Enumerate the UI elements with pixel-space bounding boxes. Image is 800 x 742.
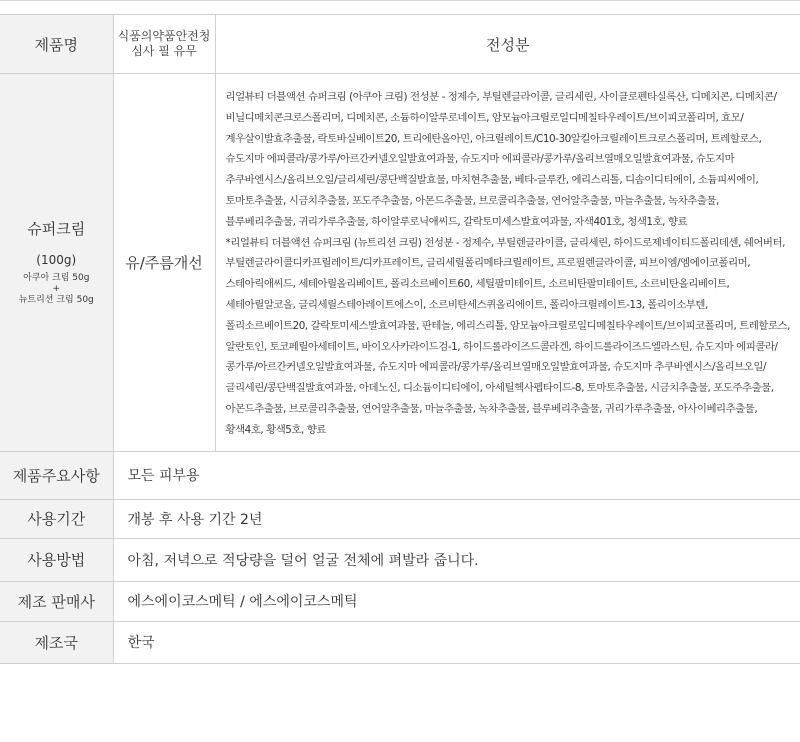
product-sub-nutrition: 뉴트리션 크림 50g <box>18 295 94 306</box>
period-label: 사용기간 <box>0 499 113 538</box>
origin-label: 제조국 <box>0 621 113 663</box>
ingredients-cell <box>215 74 800 452</box>
product-volume: (100g) <box>36 253 77 268</box>
product-row <box>0 74 800 452</box>
ingredients-nutrition: *리얼뷰티 더블액션 슈퍼크림 (뉴트리션 크림) 전성분 - 정제수, 부틸렌글라이콜, 글리세린, 하이드로제네이티드폴리데센, 쉐어버터, 부틸렌글라이콜디카프릴레이트/디카프레이트, 글리세릴폴리메타크릴레이트, 프로필렌글라이콜, 피브이엠/엠에이코폴리머, 스테아릭애씨드, 세테아릴올리베이트, 폴리소르베이트60, 세틸팔미테이트, 소르비탄팔미테이트, 소르비탄올리베이트, 세테아릴알코올, 글리세릴스테아레이트에스이, 소르비탄세스퀴올리에이트, 폴리아크릴레이트-13, 폴리이소부텐, 폴리소르베이트20, 갈락토미세스발효여과물, 판테놀, 에리스리톨, 암모늄아크릴로일디메칠타우레이트/브이피코폴리머, 트레할로스, 알란토인, 토코페릴아세테이트, 바이오사카라이드검-1, 하이드롤라이즈드콜라겐, 하이드롤라이즈드엘라스틴, 슈도지마 에피콜라/콩가루/아르간커넬오일발효여과물, 슈도지마 에피콜라/콩가루/올리브열매오일발효여과물, 슈도지마 추쿠바엔시스/올리브오일/글리세린/콩단백질발효여과물, 아데노신, 디소듐이디티에이, 아세틸헥사펩타이드-8, 토마토추출물, 시금치추출물, 포도주추출물, 아몬드추출물, 브로콜리추출물, 연어알추출물, 마늘추출물, 녹차추출물, 블루베리추출물, 귀리가루추출물, 아사이베리추출물, 황색4호, 황색5호, 향료 <box>225 236 790 436</box>
maker-value: 에스에이코스메틱 / 에스에이코스메틱 <box>113 581 800 621</box>
product-sub-plus: + <box>52 284 61 295</box>
usage-label: 제품주요사항 <box>0 451 113 499</box>
header-ingredients: 전성분 <box>215 15 800 74</box>
header-kfda-review <box>113 15 215 74</box>
ingredients-aqua: 리얼뷰티 더블액션 슈퍼크림 (아쿠아 크림) 전성분 - 정제수, 부틸렌글라이콜, 글리세린, 사이클로펜타실록산, 디메치콘, 디메치콘/비닐디메치콘크로스폴리머, 디메치콘, 소듐하이알루로네이트, 암모늄아크릴로일디메칠타우레이트/브이피코폴리머, 효모/계우살이발효추출물, 락토바실베이트20, 트리에탄올아민, 아크릴레이트/C10-30알킬아크릴레이트크로스폴리머, 트레할로스, 슈도지마 에피콜라/콩가루/아르간커넬오일발효여과물, 슈도지마 에피콜라/콩가루/올리브열매오일발효여과물, 슈도지마 추쿠바엔시스/올리브오일/글리세린/콩단백질발효물, 마치현추출물, 베타-글루칸, 에리스리톨, 디솜이디티에이, 소듐피씨에이, 토마토추출물, 시금치추출물, 포도주추출물, 아몬드추출물, 브로콜리추출물, 연어알추출물, 마늘추출물, 녹차추출물, 블루베리추출물, 귀리가루추출물, 하이알루로닉애씨드, 갈락토미세스발효여과물, 자색401호, 청색1호, 향료 <box>225 91 777 228</box>
product-sub-aqua: 아쿠아 크림 50g <box>23 273 90 284</box>
period-value: 개봉 후 사용 기간 2년 <box>113 499 800 538</box>
usage-value: 모든 피부용 <box>113 451 800 499</box>
header-kfda-line1: 식품의약품안전청 <box>117 29 211 43</box>
origin-value: 한국 <box>113 621 800 663</box>
header-kfda-line2: 심사 필 유무 <box>131 44 197 58</box>
review-status: 유/주름개선 <box>113 74 215 452</box>
maker-row <box>0 581 800 621</box>
method-row <box>0 538 800 581</box>
usage-row <box>0 451 800 499</box>
header-product-name: 제품명 <box>0 15 113 74</box>
origin-row <box>0 621 800 663</box>
top-rule <box>0 0 800 1</box>
method-label: 사용방법 <box>0 538 113 581</box>
product-info-cell <box>0 74 113 452</box>
product-name: 슈퍼크림 <box>27 220 86 239</box>
method-value: 아침, 저녁으로 적당량을 덜어 얼굴 전체에 펴발라 줍니다. <box>113 538 800 581</box>
maker-label: 제조 판매사 <box>0 581 113 621</box>
table-header-row <box>0 15 800 74</box>
period-row <box>0 499 800 538</box>
product-spec-table <box>0 14 800 664</box>
